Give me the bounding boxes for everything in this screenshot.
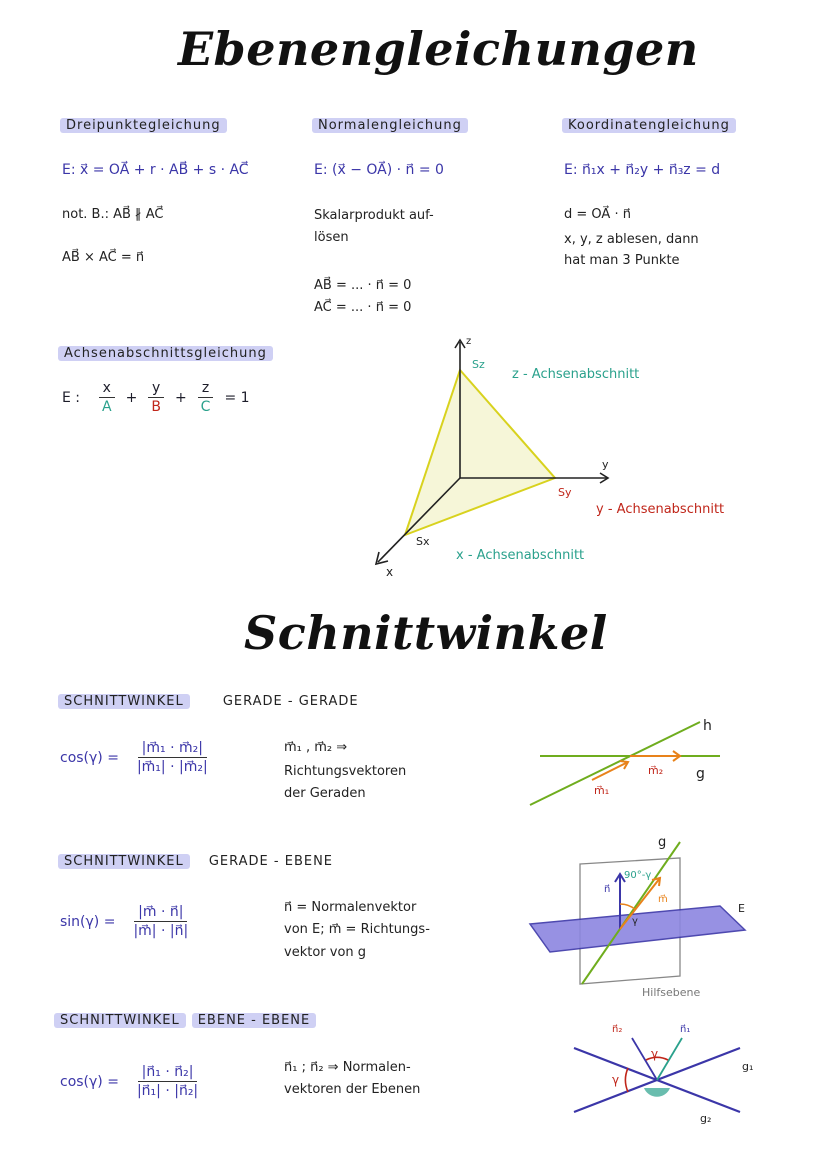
koord-heading bbox=[562, 118, 736, 133]
label-gamma-top: γ bbox=[651, 1047, 659, 1061]
dreipunkt-heading-text: Dreipunktegleichung bbox=[60, 118, 227, 133]
normal-n1 bbox=[657, 1038, 682, 1080]
gg-lhs: cos(γ) = bbox=[60, 749, 119, 766]
sx-point-label: Sx bbox=[416, 535, 430, 548]
ge-frac bbox=[129, 904, 192, 939]
achsen-e: E : bbox=[62, 389, 81, 406]
achsen-plus-2: + bbox=[174, 389, 187, 406]
gg-text-3: der Geraden bbox=[284, 786, 366, 801]
gg-heading bbox=[58, 694, 359, 709]
ge-den: |m⃗| · |n⃗| bbox=[133, 923, 189, 939]
achsen-equation bbox=[62, 380, 250, 415]
sz-point-label: Sz bbox=[472, 358, 485, 371]
ee-frac bbox=[133, 1064, 202, 1099]
achsen-B: B bbox=[151, 399, 161, 415]
achsen-x: x bbox=[99, 380, 115, 398]
achsen-A: A bbox=[102, 399, 112, 415]
label-m1: m⃗₁ bbox=[594, 784, 610, 797]
hilfsebene-label: Hilfsebene bbox=[642, 986, 701, 999]
gg-text-2: Richtungsvektoren bbox=[284, 764, 407, 779]
normal-text-1: Skalarprodukt auf- bbox=[314, 208, 434, 223]
normal-equation: E: (x⃗ − OA⃗) · n⃗ = 0 bbox=[314, 162, 444, 178]
y-intercept-label: y - Achsenabschnitt bbox=[596, 502, 725, 517]
gg-diagram bbox=[520, 710, 750, 820]
intercept-diagram bbox=[360, 330, 800, 590]
schnittwinkel-title: Schnittwinkel bbox=[244, 606, 608, 660]
gg-formula bbox=[60, 740, 216, 775]
achsen-heading bbox=[58, 346, 273, 361]
gg-heading-1: SCHNITTWINKEL bbox=[58, 694, 190, 709]
koord-text-2: hat man 3 Punkte bbox=[564, 253, 680, 268]
ge-text-2: von E; m⃗ = Richtungs- bbox=[284, 922, 430, 937]
page-title: Ebenengleichungen bbox=[178, 22, 699, 76]
normal-heading bbox=[312, 118, 468, 133]
ge-num: |m⃗ · n⃗| bbox=[134, 904, 187, 922]
achsen-heading-text: Achsenabschnittsgleichung bbox=[58, 346, 273, 361]
gg-den: |m⃗₁| · |m⃗₂| bbox=[136, 759, 208, 775]
gg-num: |m⃗₁ · m⃗₂| bbox=[138, 740, 207, 758]
ge-text-3: vektor von g bbox=[284, 945, 367, 960]
label-n: n⃗ bbox=[604, 884, 611, 895]
koord-equation: E: n⃗₁x + n⃗₂y + n⃗₃z = d bbox=[564, 162, 721, 178]
label-g: g bbox=[696, 766, 705, 782]
ee-heading bbox=[54, 1013, 316, 1028]
angle-red-left bbox=[625, 1068, 628, 1092]
sy-point-label: Sy bbox=[558, 486, 572, 499]
label-angle: 90°-γ bbox=[624, 870, 652, 881]
ee-formula bbox=[60, 1064, 206, 1099]
koord-text-1: x, y, z ablesen, dann bbox=[564, 232, 699, 247]
z-intercept-label: z - Achsenabschnitt bbox=[512, 367, 640, 382]
koord-heading-text: Koordinatengleichung bbox=[562, 118, 736, 133]
label-m: m⃗ bbox=[658, 894, 668, 905]
label-e: E bbox=[738, 902, 745, 915]
normal-text-2: lösen bbox=[314, 230, 349, 245]
ge-heading bbox=[58, 854, 333, 869]
achsen-eq-1: = 1 bbox=[224, 389, 250, 406]
angle-teal-bottom bbox=[644, 1088, 670, 1097]
ge-formula bbox=[60, 904, 196, 939]
x-axis-label: x bbox=[386, 565, 394, 579]
dreipunkt-condition: not. B.: AB⃗ ∦ AC⃗ bbox=[62, 207, 164, 222]
dreipunkt-equation: E: x⃗ = OA⃗ + r · AB⃗ + s · AC⃗ bbox=[62, 162, 249, 178]
ee-den: |n⃗₁| · |n⃗₂| bbox=[136, 1083, 199, 1099]
normal-line-1: AB⃗ = ... · n⃗ = 0 bbox=[314, 278, 412, 293]
achsen-frac-y bbox=[147, 380, 165, 415]
achsen-frac-z bbox=[197, 380, 215, 415]
achsen-frac-x bbox=[98, 380, 116, 415]
label-g: g bbox=[658, 835, 667, 850]
ee-heading-1: SCHNITTWINKEL bbox=[54, 1013, 186, 1028]
achsen-C: C bbox=[200, 399, 211, 415]
ee-text-2: vektoren der Ebenen bbox=[284, 1082, 421, 1097]
label-n1: n⃗₁ bbox=[680, 1024, 691, 1035]
ge-diagram bbox=[520, 834, 770, 1004]
ge-text-1: n⃗ = Normalenvektor bbox=[284, 900, 417, 915]
ge-lhs: sin(γ) = bbox=[60, 913, 116, 930]
gg-frac bbox=[133, 740, 212, 775]
dreipunkt-heading bbox=[60, 118, 227, 133]
gg-text-1: m⃗₁ , m⃗₂ ⇒ bbox=[284, 740, 348, 755]
ee-diagram bbox=[560, 1010, 780, 1130]
label-gamma-left: γ bbox=[612, 1073, 620, 1087]
achsen-plus-1: + bbox=[125, 389, 138, 406]
label-m2: m⃗₂ bbox=[648, 764, 664, 777]
ee-lhs: cos(γ) = bbox=[60, 1073, 119, 1090]
ge-heading-1: SCHNITTWINKEL bbox=[58, 854, 190, 869]
ee-text-1: n⃗₁ ; n⃗₂ ⇒ Normalen- bbox=[284, 1060, 411, 1075]
normal-line-2: AC⃗ = ... · n⃗ = 0 bbox=[314, 300, 412, 315]
label-g2: g₂ bbox=[700, 1112, 712, 1125]
gg-heading-2: GERADE - GERADE bbox=[222, 694, 359, 709]
koord-d: d = OA⃗ · n⃗ bbox=[564, 207, 631, 222]
z-axis-label: z bbox=[466, 336, 472, 347]
label-h: h bbox=[703, 718, 712, 734]
dreipunkt-cross: AB⃗ × AC⃗ = n⃗ bbox=[62, 250, 145, 265]
achsen-y: y bbox=[148, 380, 164, 398]
line-h bbox=[530, 722, 700, 805]
ee-heading-2: EBENE - EBENE bbox=[192, 1013, 317, 1028]
normal-heading-text: Normalengleichung bbox=[312, 118, 468, 133]
ge-heading-2: GERADE - EBENE bbox=[208, 854, 334, 869]
label-n2: n⃗₂ bbox=[612, 1024, 623, 1035]
x-intercept-label: x - Achsenabschnitt bbox=[456, 548, 585, 563]
label-g1: g₁ bbox=[742, 1060, 754, 1073]
label-gamma: γ bbox=[632, 916, 638, 927]
ee-num: |n⃗₁ · n⃗₂| bbox=[138, 1064, 198, 1082]
achsen-z: z bbox=[198, 380, 213, 398]
y-axis-label: y bbox=[602, 458, 609, 471]
